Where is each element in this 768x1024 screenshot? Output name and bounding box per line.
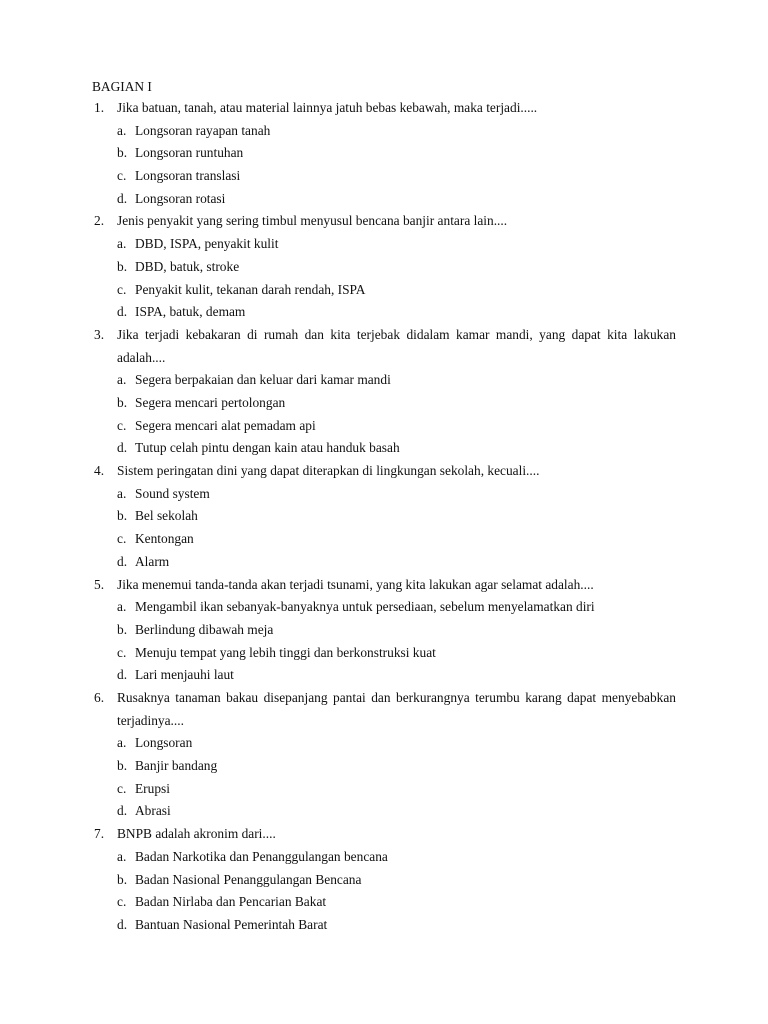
question-number: 5. xyxy=(94,576,105,592)
option-text: Bel sekolah xyxy=(135,508,198,524)
option-letter: d. xyxy=(117,803,128,819)
answer-option xyxy=(0,369,768,392)
option-letter: a. xyxy=(117,848,127,864)
option-text: Longsoran xyxy=(135,735,193,751)
question-item xyxy=(0,574,768,687)
option-letter: b. xyxy=(117,395,128,410)
option-letter: d. xyxy=(117,916,128,932)
option-letter: d. xyxy=(117,440,128,456)
question-item xyxy=(0,324,768,460)
answer-option xyxy=(0,165,768,188)
option-text: Longsoran runtuhan xyxy=(135,145,244,161)
answer-option xyxy=(0,869,768,892)
question-number: 7. xyxy=(94,826,105,842)
option-letter: c. xyxy=(117,644,127,660)
option-text: Mengambil ikan sebanyak-banyaknya untuk persediaan, sebelum menyelamatkan diri xyxy=(135,599,595,615)
option-letter: b. xyxy=(117,621,128,637)
answer-option xyxy=(0,891,768,914)
answer-option xyxy=(0,642,768,665)
question-number: 2. xyxy=(94,213,105,229)
option-text: Segera berpakaian dan keluar dari kamar mandi xyxy=(135,372,391,388)
option-text: Berlindung dibawah meja xyxy=(135,621,274,637)
option-text: Kentongan xyxy=(135,531,194,547)
answer-option xyxy=(0,664,768,687)
question-list xyxy=(0,97,768,937)
option-letter: a. xyxy=(117,236,127,252)
question-number: 3. xyxy=(94,326,105,342)
option-letter: d. xyxy=(117,553,128,569)
answer-option xyxy=(0,415,768,438)
question-text: Jika menemui tanda-tanda akan terjadi tsunami, yang kita lakukan agar selamat adalah.... xyxy=(117,576,594,592)
option-letter: c. xyxy=(117,417,127,433)
option-text: ISPA, batuk, demam xyxy=(135,304,246,320)
question-text: Jika terjadi kebakaran di rumah dan kita terjebak didalam kamar mandi, yang dapat kita lakukan adalah.... xyxy=(117,326,676,365)
question-text: BNPB adalah akronim dari.... xyxy=(117,826,276,842)
option-text: Badan Nirlaba dan Pencarian Bakat xyxy=(135,894,327,910)
answer-option xyxy=(0,846,768,869)
option-letter: b. xyxy=(117,258,128,274)
option-letter: c. xyxy=(117,531,127,547)
answer-option xyxy=(0,551,768,574)
option-text: Segera mencari pertolongan xyxy=(135,395,286,410)
answer-option xyxy=(0,256,768,279)
option-text: Lari menjauhi laut xyxy=(135,667,234,683)
question-item xyxy=(0,687,768,823)
option-text: Menuju tempat yang lebih tinggi dan berkonstruksi kuat xyxy=(135,644,436,660)
option-letter: b. xyxy=(117,758,128,774)
question-text: Jenis penyakit yang sering timbul menyusul bencana banjir antara lain.... xyxy=(117,213,508,229)
option-list xyxy=(0,732,768,823)
answer-option xyxy=(0,778,768,801)
option-letter: c. xyxy=(117,780,127,796)
option-text: DBD, ISPA, penyakit kulit xyxy=(135,236,279,252)
answer-option xyxy=(0,142,768,165)
option-text: Banjir bandang xyxy=(135,758,218,774)
option-letter: a. xyxy=(117,599,127,615)
option-text: Longsoran translasi xyxy=(135,168,241,184)
answer-option xyxy=(0,528,768,551)
question-item xyxy=(0,823,768,936)
option-letter: a. xyxy=(117,485,127,501)
option-text: Erupsi xyxy=(135,780,170,796)
option-letter: a. xyxy=(117,122,127,138)
option-letter: b. xyxy=(117,871,128,887)
answer-option xyxy=(0,914,768,937)
option-text: Longsoran rayapan tanah xyxy=(135,122,271,138)
answer-option xyxy=(0,279,768,302)
option-text: Alarm xyxy=(135,553,170,569)
option-letter: a. xyxy=(117,372,127,388)
option-list xyxy=(0,596,768,687)
section-title: BAGIAN I xyxy=(92,79,152,94)
answer-option xyxy=(0,120,768,143)
option-text: Abrasi xyxy=(135,803,171,819)
answer-option xyxy=(0,392,768,415)
option-list xyxy=(0,483,768,574)
option-letter: d. xyxy=(117,304,128,320)
option-text: Badan Narkotika dan Penanggulangan bencana xyxy=(135,848,388,864)
option-list xyxy=(0,120,768,211)
answer-option xyxy=(0,188,768,211)
question-text: Sistem peringatan dini yang dapat diterapkan di lingkungan sekolah, kecuali.... xyxy=(117,463,540,479)
option-letter: c. xyxy=(117,281,127,297)
option-text: Longsoran rotasi xyxy=(135,190,226,206)
option-letter: c. xyxy=(117,894,127,910)
option-text: Segera mencari alat pemadam api xyxy=(135,417,316,433)
answer-option xyxy=(0,732,768,755)
option-letter: c. xyxy=(117,168,127,184)
answer-option xyxy=(0,437,768,460)
question-text: Rusaknya tanaman bakau disepanjang pantai dan berkurangnya terumbu karang dapat menyebabkan terjadinya.... xyxy=(117,689,676,728)
answer-option xyxy=(0,800,768,823)
question-item xyxy=(0,97,768,210)
option-text: Badan Nasional Penanggulangan Bencana xyxy=(135,871,362,887)
question-number: 6. xyxy=(94,689,105,705)
answer-option xyxy=(0,619,768,642)
option-text: Penyakit kulit, tekanan darah rendah, ISPA xyxy=(135,281,366,297)
option-text: Sound system xyxy=(135,485,210,501)
question-number: 1. xyxy=(94,100,105,115)
question-text: Jika batuan, tanah, atau material lainnya jatuh bebas kebawah, maka terjadi..... xyxy=(117,100,538,115)
option-letter: a. xyxy=(117,735,127,751)
question-item xyxy=(0,210,768,323)
option-list xyxy=(0,846,768,937)
answer-option xyxy=(0,755,768,778)
option-text: Tutup celah pintu dengan kain atau handuk basah xyxy=(135,440,400,456)
question-number: 4. xyxy=(94,463,105,479)
option-text: Bantuan Nasional Pemerintah Barat xyxy=(135,916,328,932)
answer-option xyxy=(0,505,768,528)
option-list xyxy=(0,233,768,324)
option-text: DBD, batuk, stroke xyxy=(135,258,240,274)
answer-option xyxy=(0,233,768,256)
option-list xyxy=(0,369,768,460)
option-letter: b. xyxy=(117,145,128,161)
option-letter: d. xyxy=(117,190,128,206)
answer-option xyxy=(0,301,768,324)
answer-option xyxy=(0,596,768,619)
question-item xyxy=(0,460,768,573)
option-letter: d. xyxy=(117,667,128,683)
option-letter: b. xyxy=(117,508,128,524)
answer-option xyxy=(0,483,768,506)
